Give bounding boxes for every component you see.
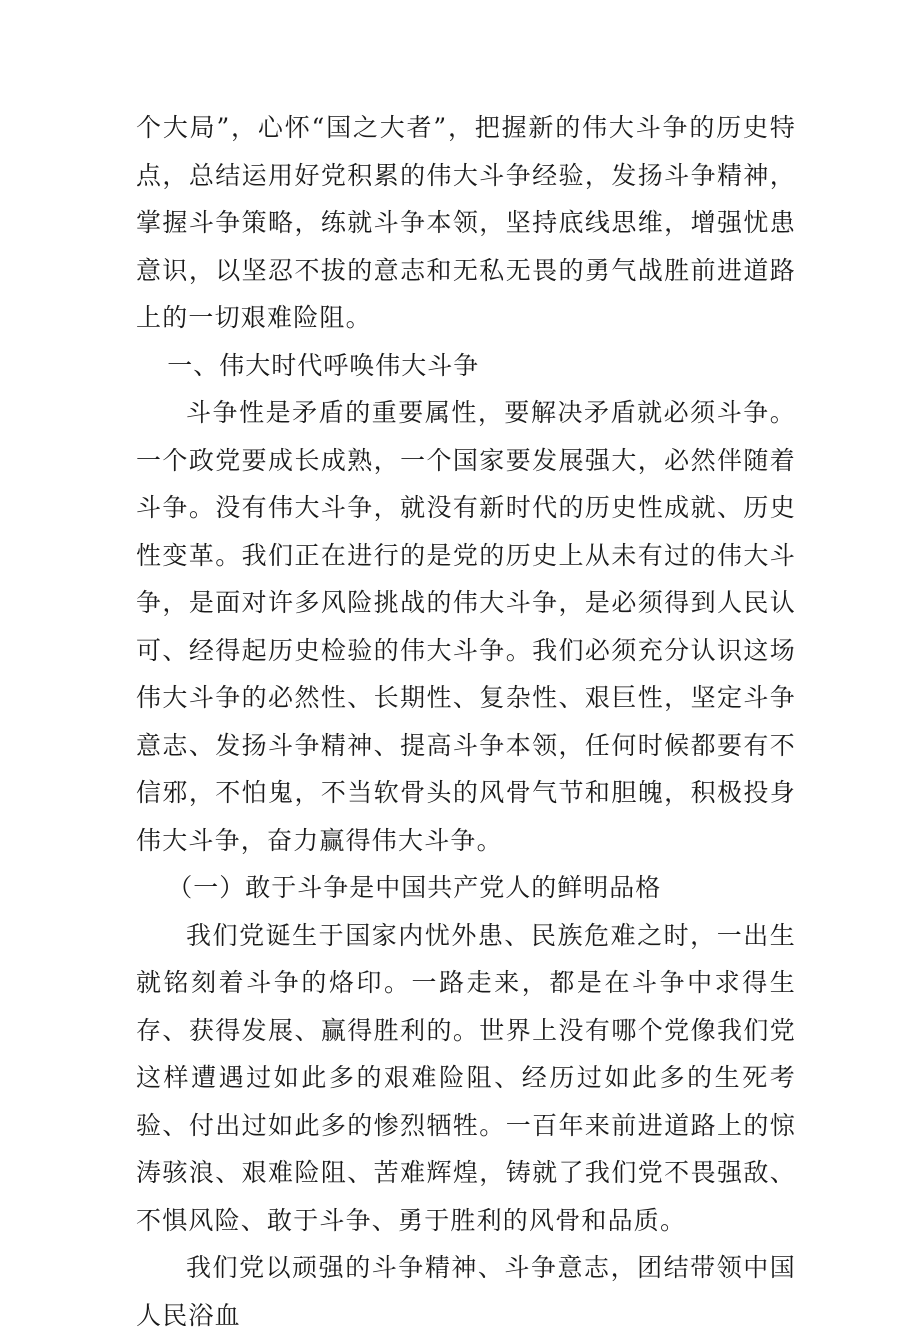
section-heading: 一、伟大时代呼唤伟大斗争: [167, 350, 480, 380]
subsection-heading: （一）敢于斗争是中国共产党人的鲜明品格: [167, 873, 662, 902]
paragraph-continuation: 个大局”，心怀“国之大者”，把握新的伟大斗争的历史特点，总结运用好党积累的伟大斗争经验，发扬斗争精神，掌握斗争策略，练就斗争本领，坚持底线思维，增强忧患意识，以坚忍不拔的意志和无私无畏的勇气战胜前进道路上的一切艰难险阻。: [136, 113, 796, 332]
document-body: [136, 104, 796, 1339]
paragraph-body: 我们党诞生于国家内忧外患、民族危难之时，一出生就铭刻着斗争的烙印。一路走来，都是在斗争中求得生存、获得发展、赢得胜利的。世界上没有哪个党像我们党这样遭遇过如此多的艰难险阻、经历过如此多的生死考验、付出过如此多的惨烈牺牲。一百年来前进道路上的惊涛骇浪、艰难险阻、苦难辉煌，铸就了我们党不畏强敌、不惧风险、敢于斗争、勇于胜利的风骨和品质。: [136, 920, 796, 1235]
paragraph-body: 我们党以顽强的斗争精神、斗争意志，团结带领中国人民浴血: [136, 1253, 796, 1330]
paragraph-body: 斗争性是矛盾的重要属性，要解决矛盾就必须斗争。一个政党要成长成熟，一个国家要发展强大，必然伴随着斗争。没有伟大斗争，就没有新时代的历史性成就、历史性变革。我们正在进行的是党的历史上从未有过的伟大斗争，是面对许多风险挑战的伟大斗争，是必须得到人民认可、经得起历史检验的伟大斗争。我们必须充分认识这场伟大斗争的必然性、长期性、复杂性、艰巨性，坚定斗争意志、发扬斗争精神、提高斗争本领，任何时候都要有不信邪，不怕鬼，不当软骨头的风骨气节和胆魄，积极投身伟大斗争，奋力赢得伟大斗争。: [136, 398, 796, 855]
